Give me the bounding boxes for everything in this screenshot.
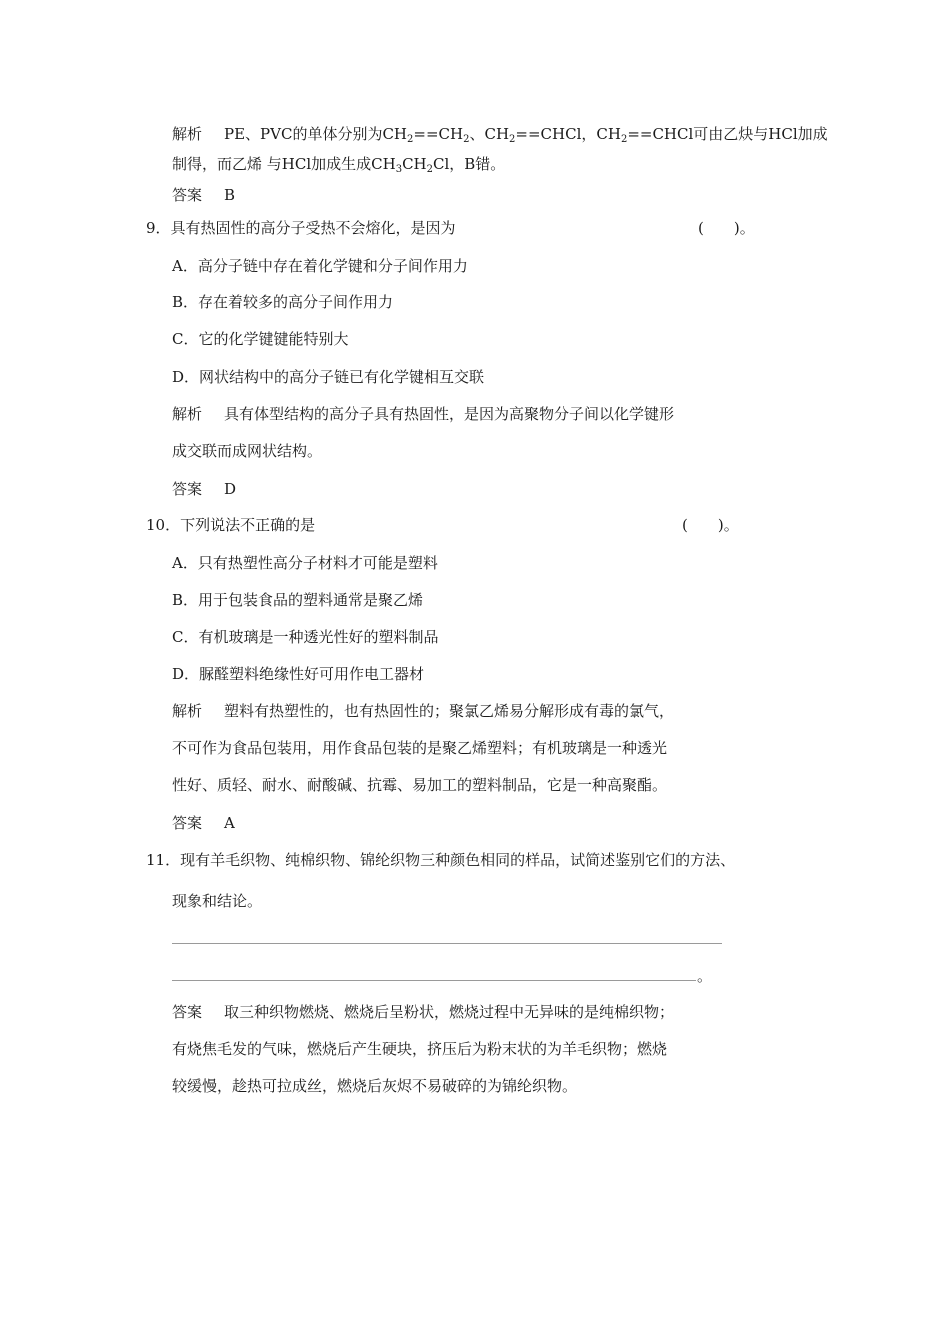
q9-analysis-line-2: 成交联而成网状结构。	[172, 442, 323, 460]
q8-analysis-label: 解析	[172, 125, 203, 143]
q9-answer-label: 答案	[172, 480, 203, 498]
q11-answer-line-3: 较缓慢，趁热可拉成丝，燃烧后灰烬不易破碎的为锦纶织物。	[172, 1077, 578, 1095]
q9-option-a: A．高分子链中存在着化学键和分子间作用力	[172, 257, 468, 275]
q11-blank-end: 。	[697, 967, 713, 985]
q9-analysis-line-1: 解析 具有体型结构的高分子具有热固性，是因为高聚物分子间以化学键形	[172, 405, 675, 423]
q11-answer-line-2: 有烧焦毛发的气味，燃烧后产生硬块，挤压后为粉末状的为羊毛织物；燃烧	[172, 1040, 668, 1058]
q10-answer-label: 答案	[172, 814, 203, 832]
q11-blank-line-1	[172, 943, 722, 944]
q10-option-c: C．有机玻璃是一种透光性好的塑料制品	[172, 628, 439, 646]
q9-stem: 9．具有热固性的高分子受热不会熔化，是因为	[146, 219, 456, 237]
q9-option-d: D．网状结构中的高分子链已有化学键相互交联	[172, 368, 485, 386]
q8-answer-value: B	[224, 186, 236, 204]
q10-analysis-line-1: 解析 塑料有热塑性的，也有热固性的；聚氯乙烯易分解形成有毒的氯气，	[172, 702, 675, 720]
q11-stem-line-2: 现象和结论。	[172, 892, 263, 910]
q8-analysis-line-2: 制得，而乙烯 与HCl加成生成$CH_3CH_2Cl$，B错。	[172, 155, 506, 175]
q10-option-d: D．脲醛塑料绝缘性好可用作电工器材	[172, 665, 425, 683]
q9-answer-value: D	[224, 480, 237, 498]
q10-analysis-line-3: 性好、质轻、耐水、耐酸碱、抗霉、易加工的塑料制品，它是一种高聚酯。	[172, 776, 668, 794]
q11-answer-label: 答案	[172, 1003, 203, 1021]
q10-answer	[172, 813, 235, 833]
q10-answer-value: A	[224, 814, 235, 832]
q9-answer	[172, 479, 236, 499]
q10-option-b: B．用于包装食品的塑料通常是聚乙烯	[172, 591, 424, 609]
q11-blank-line-2	[172, 980, 696, 981]
q11-stem-line-1: 11．现有羊毛织物、纯棉织物、锦纶织物三种颜色相同的样品，试简述鉴别它们的方法、	[146, 851, 736, 869]
q9-option-b: B．存在着较多的高分子间作用力	[172, 293, 394, 311]
q11-answer-line-1: 答案 取三种织物燃烧、燃烧后呈粉状，燃烧过程中无异味的是纯棉织物；	[172, 1003, 675, 1021]
q8-answer	[172, 185, 235, 205]
q10-analysis-line-2: 不可作为食品包装用，用作食品包装的是聚乙烯塑料；有机玻璃是一种透光	[172, 739, 668, 757]
q9-answer-paren: ( )。	[698, 219, 755, 237]
q9-analysis-label: 解析	[172, 405, 203, 423]
q10-analysis-label: 解析	[172, 702, 203, 720]
q10-stem: 10．下列说法不正确的是	[146, 516, 316, 534]
q8-analysis-line-1: 解析 PE、PVC的单体分别为$CH_2==CH_2$、$CH_2==CHCl$，$CH_2==CHCl$可由乙炔与HCl加成	[172, 125, 828, 145]
q8-answer-label: 答案	[172, 186, 203, 204]
q10-answer-paren: ( )。	[682, 516, 739, 534]
q10-option-a: A．只有热塑性高分子材料才可能是塑料	[172, 554, 438, 572]
q9-option-c: C．它的化学键键能特别大	[172, 330, 349, 348]
